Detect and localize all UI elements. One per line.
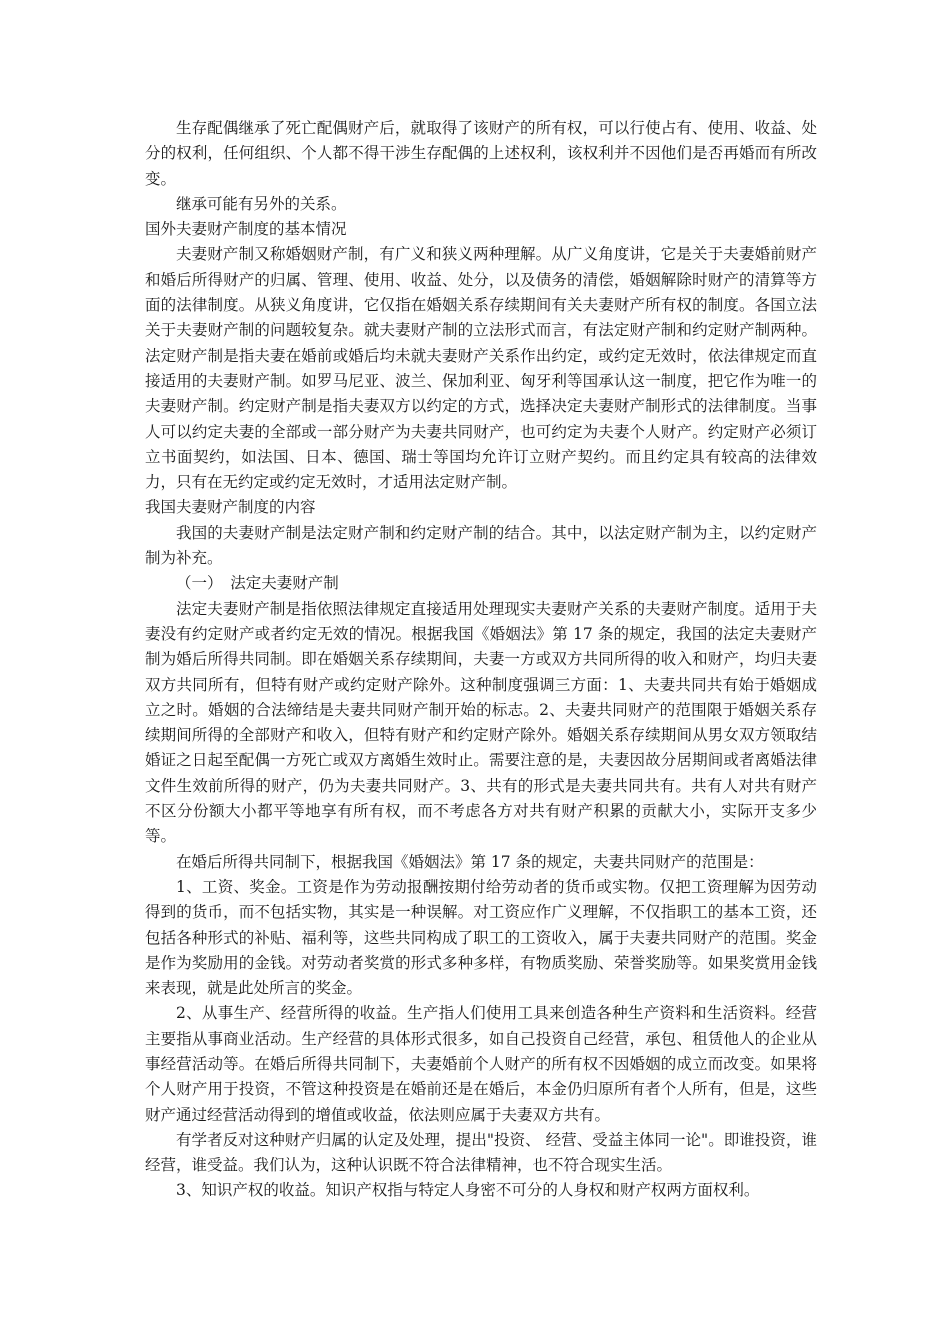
- paragraph-intellectual-property: 3、知识产权的收益。知识产权指与特定人身密不可分的人身权和财产权两方面权利。: [176, 1181, 760, 1200]
- section-heading-foreign: 国外夫妻财产制度的基本情况: [145, 220, 347, 239]
- paragraph-statutory-system: 法定夫妻财产制是指依照法律规定直接适用处理现实夫妻财产关系的夫妻财产制度。适用于夫妻没有约定财产或者约定无效的情况。根据我国《婚姻法》第 17 条的规定，我国的法定夫妻财产制为婚后所得共同制。即在婚姻关系存续期间，夫妻一方或双方共同所得的收入和财产，均归夫妻双方共同所有，但特有财产或约定财产除外。这种制度强调三方面：1、夫妻共同共有始于婚姻成立之时。婚姻的合法缔结是夫妻共同财产制开始的标志。2、夫妻共同财产的范围限于婚姻关系存续期间所得的全部财产和收入，但特有财产和约定财产除外。婚姻关系存续期间从男女双方领取结婚证之日起至配偶一方死亡或双方离婚生效时止。需要注意的是，夫妻因故分居期间或者离婚法律文件生效前所得的财产，仍为夫妻共同财产。3、共有的形式是夫妻共同共有。共有人对共有财产不区分份额大小都平等地享有所有权，而不考虑各方对共有财产积累的贡献大小，实际开支多少等。: [145, 599, 817, 846]
- subsection-heading-statutory: （一） 法定夫妻财产制: [176, 574, 339, 593]
- paragraph-joint-property-scope: 在婚后所得共同制下，根据我国《婚姻法》第 17 条的规定，夫妻共同财产的范围是：: [176, 852, 764, 871]
- paragraph-production-income: 2、从事生产、经营所得的收益。生产指人们使用工具来创造各种生产资料和生活资料。经营主要指从事商业活动。生产经营的具体形式很多，如自己投资自己经营，承包、租赁他人的企业从事经营活动等。在婚后所得共同制下，夫妻婚前个人财产的所有权不因婚姻的成立而改变。如果将个人财产用于投资，不管这种投资是在婚前还是在婚后，本金仍归原所有者个人所有，但是，这些财产通过经营活动得到的增值或收益，依法则应属于夫妻双方共有。: [145, 1004, 817, 1124]
- paragraph-inheritance: 生存配偶继承了死亡配偶财产后，就取得了该财产的所有权，可以行使占有、使用、收益、处分的权利，任何组织、个人都不得干涉生存配偶的上述权利，该权利并不因他们是否再婚而有所改变。: [145, 119, 817, 188]
- paragraph-wages-bonus: 1、工资、奖金。工资是作为劳动报酬按期付给劳动者的货币或实物。仅把工资理解为因劳动得到的货币，而不包括实物，其实是一种误解。对工资应作广义理解，不仅指职工的基本工资，还包括各种形式的补贴、福利等，这些共同构成了职工的工资收入，属于夫妻共同财产的范围。奖金是作为奖励用的金钱。对劳动者奖赏的形式多种多样，有物质奖励、荣誉奖励等。如果奖赏用金钱来表现，就是此处所言的奖金。: [145, 877, 817, 998]
- document-page: [145, 116, 817, 1204]
- paragraph-scholar-objection: 有学者反对这种财产归属的认定及处理，提出"投资、 经营、受益主体同一论"。即谁投资，谁经营，谁受益。我们认为，这种认识既不符合法律精神，也不符合现实生活。: [145, 1130, 817, 1175]
- section-heading-domestic: 我国夫妻财产制度的内容: [145, 498, 316, 517]
- paragraph-inheritance-relation: 继承可能有另外的关系。: [176, 194, 347, 213]
- paragraph-property-system-definition: 夫妻财产制又称婚姻财产制，有广义和狭义两种理解。从广义角度讲，它是关于夫妻婚前财产和婚后所得财产的归属、管理、使用、收益、处分，以及债务的清偿，婚姻解除时财产的清算等方面的法律制度。从狭义角度讲，它仅指在婚姻关系存续期间有关夫妻财产所有权的制度。各国立法关于夫妻财产制的问题较复杂。就夫妻财产制的立法形式而言，有法定财产制和约定财产制两种。法定财产制是指夫妻在婚前或婚后均未就夫妻财产关系作出约定，或约定无效时，依法律规定而直接适用的夫妻财产制。如罗马尼亚、波兰、保加利亚、匈牙利等国承认这一制度，把它作为唯一的夫妻财产制。约定财产制是指夫妻双方以约定的方式，选择决定夫妻财产制形式的法律制度。当事人可以约定夫妻的全部或一部分财产为夫妻共同财产，也可约定为夫妻个人财产。约定财产必须订立书面契约，如法国、日本、德国、瑞士等国均允许订立财产契约。而且约定具有较高的法律效力，只有在无约定或约定无效时，才适用法定财产制。: [145, 245, 817, 492]
- paragraph-domestic-overview: 我国的夫妻财产制是法定财产制和约定财产制的结合。其中，以法定财产制为主，以约定财产制为补充。: [145, 523, 817, 568]
